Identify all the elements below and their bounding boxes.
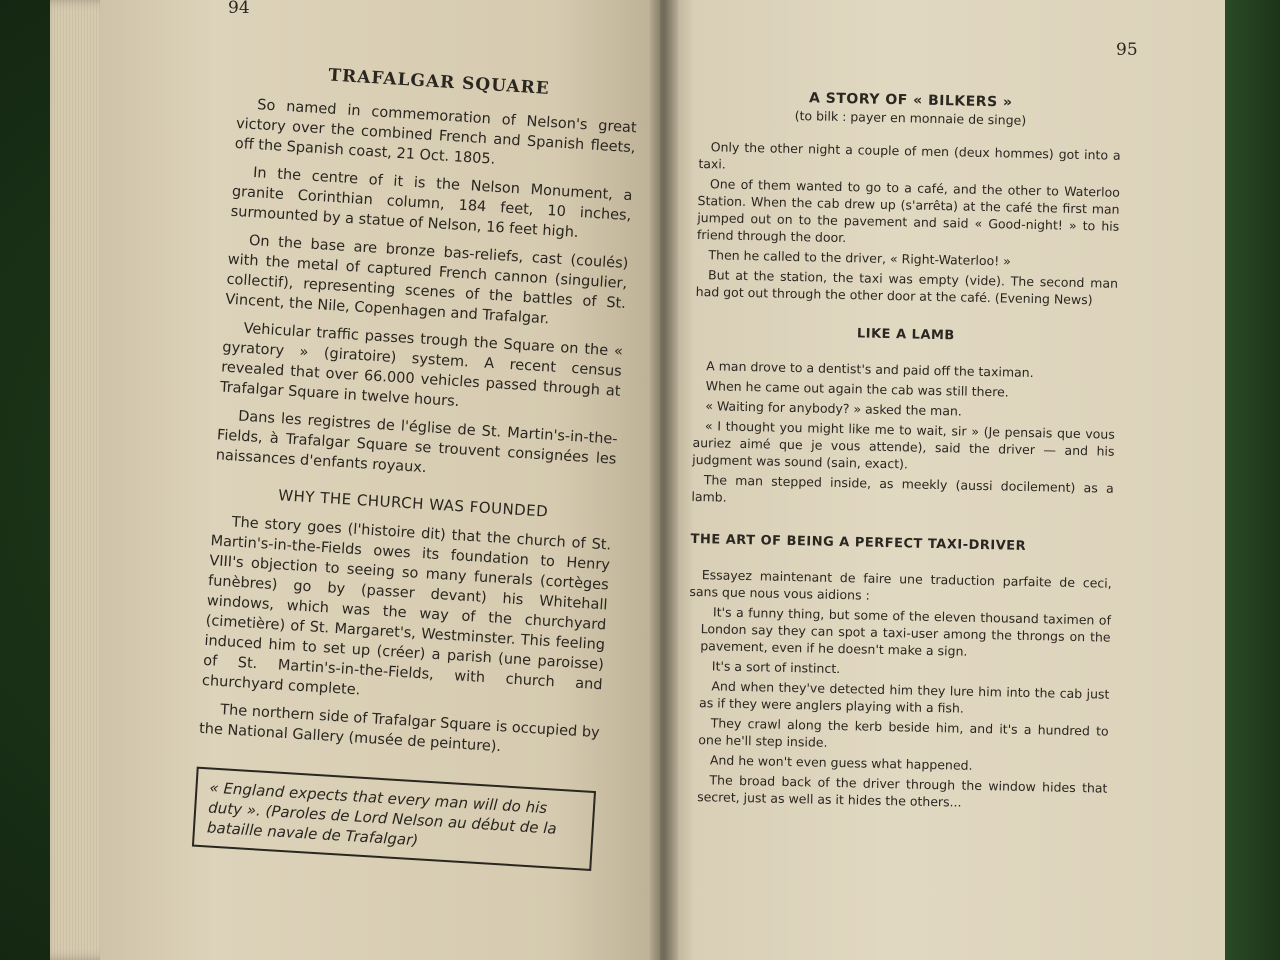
book-gutter [650, 0, 678, 960]
paragraph: One of them wanted to go to a café, and the other to Waterloo Station. When the cab drew up (s'arrêta) at the café the first man jumped out on to the pavement and said « Good-night! » to his friend through the door. [696, 176, 1121, 246]
taxi-driver-title: THE ART OF BEING A PERFECT TAXI-DRIVER [690, 531, 1027, 554]
paragraph: It's a funny thing, but some of the eleven thousand taximen of London say they can spot a taxi-user among the throngs on the pavement, even if he doesn't make a sign. [700, 604, 1112, 659]
bilkers-subtitle: (to bilk : payer en monnaie de singe) [794, 107, 1027, 128]
translation-exercise [685, 603, 1111, 814]
background-edge [1225, 0, 1280, 960]
paragraph: They crawl along the kerb beside him, and it's a hundred to one he'll step inside. [698, 715, 1109, 750]
page-number-right: 95 [1116, 40, 1138, 60]
right-page-content [685, 88, 1122, 817]
paragraph: Then he called to the driver, « Right-Waterloo! » [708, 247, 1012, 269]
paragraph: The broad back of the driver through the window hides that secret, just as well as it hides the others... [697, 772, 1108, 810]
left-page-content [192, 60, 639, 871]
page-number-left: 94 [228, 0, 250, 18]
paragraph: The man stepped inside, as meekly (aussi docilement) as a lamb. [691, 472, 1114, 505]
paragraph: The story goes (l'histoire dit) that the church of St. Martin's-in-the-Fields owes its foundation to Henry VIII's objection to seeing so many funerals (cortèges funèbres) go by (passer devant) his Whitehall windows, which was the way of the churchyard (cimetière) of St. Margaret's, Westminster. This feeling induced him to set up (créer) a parish (une paroisse) of St. Martin's-in-the-Fields, with church and churchyard complete. [201, 514, 612, 699]
church-title: WHY THE CHURCH WAS FOUNDED [277, 486, 549, 521]
right-page [660, 0, 1230, 960]
lamb-title: LIKE A LAMB [856, 326, 955, 344]
paragraph: And when they've detected him they lure him into the cab just as if they were anglers playing with a fish. [698, 678, 1110, 716]
paragraph: On the base are bronze bas-reliefs, cast (coulés) with the metal of captured French cannon (singulier, collectif), representing scenes of the battles of St. Vincent, the Nile, Copenhagen and Trafalgar. [224, 232, 629, 328]
bilkers-title: A STORY OF « BILKERS » [808, 90, 1013, 111]
paragraph: A man drove to a dentist's and paid off the taximan. [706, 358, 1034, 381]
paragraph: When he came out again the cab was still there. [705, 378, 1009, 400]
nelson-quote-box: « England expects that every man will do his duty ». (Paroles de Lord Nelson au début de la bataille navale de Trafalgar) [192, 767, 596, 871]
trafalgar-title: TRAFALGAR SQUARE [327, 65, 551, 99]
paragraph: The northern side of Trafalgar Square is occupied by the National Gallery (musée de peinture). [198, 702, 601, 756]
paragraph: And he won't even guess what happened. [709, 752, 973, 773]
paragraph: « Waiting for anybody? » asked the man. [705, 398, 963, 419]
paragraph: It's a sort of instinct. [711, 658, 841, 677]
left-page [100, 0, 668, 960]
paragraph: « I thought you might like me to wait, sir » (Je pensais que vous auriez aimé que je vous attende), said the driver — and his judgment was sound (sain, exact). [692, 418, 1115, 472]
paragraph: In the centre of it is the Nelson Monument, a granite Corinthian column, 184 feet, 10 inches, surmounted by a statue of Nelson, 16 feet high. [230, 165, 633, 241]
paragraph: Vehicular traffic passes trough the Square on the « gyratory » (giratoire) system. A recent census revealed that over 66.000 vehicles passed through at Trafalgar Square in twelve hours. [219, 320, 624, 411]
paragraph: But at the station, the taxi was empty (vide). The second man had got out through the other door at the café. (Evening News) [695, 267, 1119, 308]
paragraph: So named in commemoration of Nelson's great victory over the combined French and Spanish fleets, off the Spanish coast, 21 Oct. 1805. [234, 97, 638, 168]
paragraph: Dans les registres de l'église de St. Martin's-in-the-Fields, à Trafalgar Square se trouvent consignées les naissances d'enfants royaux. [215, 408, 619, 477]
paragraph: Only the other night a couple of men (deux hommes) got into a taxi. [698, 139, 1121, 172]
paragraph: Essayez maintenant de faire une traduction parfaite de ceci, sans que nous vous aidions : [689, 567, 1112, 603]
